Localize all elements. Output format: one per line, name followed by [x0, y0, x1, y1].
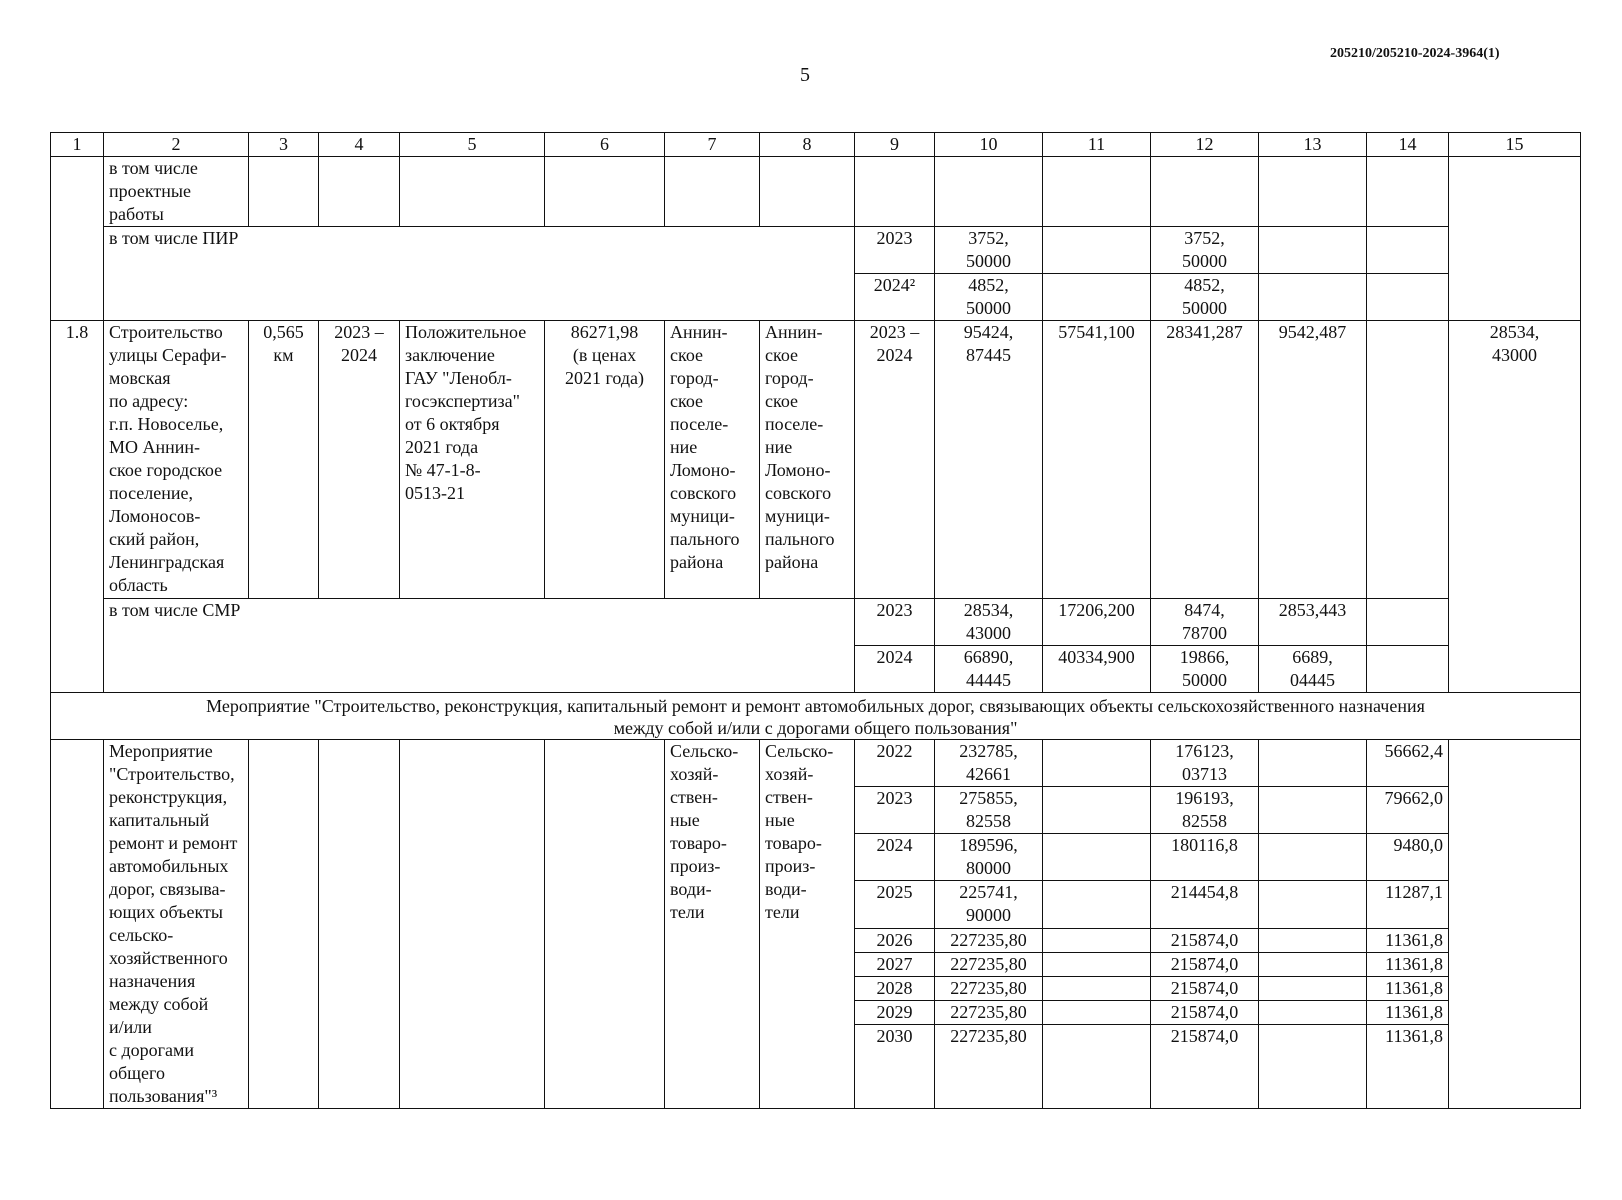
value-cell: 4852, 50000 — [935, 274, 1043, 321]
smr-label: в том числе СМР — [104, 599, 855, 693]
year-cell: 2028 — [855, 976, 935, 1000]
value-cell: 40334,900 — [1043, 646, 1151, 693]
empty-cell — [935, 157, 1043, 227]
table-row — [51, 157, 1581, 227]
value-cell: 95424, 87445 — [935, 321, 1043, 599]
measure-name: Мероприятие "Строительство, реконструкция, капитальный ремонт и ремонт автомобильных дорог, связыва- ющих объекты сельско- хозяйственного назначения между собой и/или с дорогами общего пользования"³ — [104, 740, 249, 1109]
empty-cell — [1259, 1024, 1367, 1108]
empty-cell — [1449, 740, 1581, 1109]
value-cell: 227235,80 — [935, 1000, 1043, 1024]
empty-cell — [760, 157, 855, 227]
empty-cell — [1259, 928, 1367, 952]
value-cell: 57541,100 — [1043, 321, 1151, 599]
column-number: 4 — [319, 133, 400, 157]
value-cell: 214454,8 — [1151, 881, 1259, 928]
value-cell: 9480,0 — [1367, 834, 1449, 881]
year-cell: 2024 — [855, 834, 935, 881]
empty-cell — [1367, 274, 1449, 321]
empty-cell — [665, 157, 760, 227]
column-number: 3 — [249, 133, 319, 157]
column-number: 15 — [1449, 133, 1581, 157]
empty-cell — [1367, 321, 1449, 599]
value-cell: 176123, 03713 — [1151, 740, 1259, 787]
section-row — [51, 693, 1581, 740]
empty-cell — [1259, 787, 1367, 834]
empty-cell — [1043, 274, 1151, 321]
value-cell: 227235,80 — [935, 928, 1043, 952]
column-number: 2 — [104, 133, 249, 157]
value-cell: 189596, 80000 — [935, 834, 1043, 881]
item-name: Строительство улицы Серафи- мовская по адресу: г.п. Новоселье, МО Аннин- ское городское поселение, Ломоносов- ский район, Ленинградская область — [104, 321, 249, 599]
page-number: 5 — [800, 64, 810, 86]
year-cell: 2023 — [855, 599, 935, 646]
value-cell: 227235,80 — [935, 952, 1043, 976]
empty-cell — [1259, 834, 1367, 881]
empty-cell — [1043, 928, 1151, 952]
empty-cell — [1043, 1024, 1151, 1108]
value-cell: 11287,1 — [1367, 881, 1449, 928]
empty-cell — [855, 157, 935, 227]
empty-cell — [1259, 881, 1367, 928]
value-cell: 227235,80 — [935, 976, 1043, 1000]
column-number-row — [51, 133, 1581, 157]
empty-cell — [1259, 157, 1367, 227]
value-cell: 11361,8 — [1367, 928, 1449, 952]
empty-cell — [1367, 599, 1449, 646]
empty-cell — [1259, 227, 1367, 274]
empty-cell — [545, 740, 665, 1109]
empty-cell — [1367, 157, 1449, 227]
value-cell: 275855, 82558 — [935, 787, 1043, 834]
table-row — [51, 227, 1581, 274]
column-number: 13 — [1259, 133, 1367, 157]
empty-cell — [1043, 787, 1151, 834]
item-conclusion: Положительное заключение ГАУ "Ленобл- госэкспертиза" от 6 октября 2021 года № 47-1-8- 0513-21 — [400, 321, 545, 599]
value-cell: 3752, 50000 — [935, 227, 1043, 274]
item-recipient: Аннин- ское город- ское поселе- ние Ломоно- совского муници- пального района — [760, 321, 855, 599]
item-customer: Аннин- ское город- ское поселе- ние Ломоно- совского муници- пального района — [665, 321, 760, 599]
document-id: 205210/205210-2024-3964(1) — [1330, 46, 1500, 61]
table-row — [51, 599, 1581, 646]
empty-cell — [319, 157, 400, 227]
empty-cell — [1259, 976, 1367, 1000]
item-length: 0,565 км — [249, 321, 319, 599]
column-number: 1 — [51, 133, 104, 157]
measure-customer: Сельско- хозяй- ствен- ные товаро- произ- води- тели — [665, 740, 760, 1109]
empty-cell — [1259, 274, 1367, 321]
column-number: 12 — [1151, 133, 1259, 157]
table-row — [51, 321, 1581, 599]
value-cell: 215874,0 — [1151, 1000, 1259, 1024]
empty-cell — [51, 740, 104, 1109]
column-number: 6 — [545, 133, 665, 157]
column-number: 11 — [1043, 133, 1151, 157]
value-cell: 215874,0 — [1151, 928, 1259, 952]
empty-cell — [1043, 157, 1151, 227]
empty-cell — [1043, 1000, 1151, 1024]
year-cell: 2023 — [855, 227, 935, 274]
column-number: 5 — [400, 133, 545, 157]
value-cell: 11361,8 — [1367, 952, 1449, 976]
value-cell: 6689, 04445 — [1259, 646, 1367, 693]
value-cell: 56662,4 — [1367, 740, 1449, 787]
empty-cell — [400, 740, 545, 1109]
value-cell: 4852, 50000 — [1151, 274, 1259, 321]
budget-table — [50, 132, 1581, 1109]
value-cell: 66890, 44445 — [935, 646, 1043, 693]
year-cell: 2024² — [855, 274, 935, 321]
empty-cell — [319, 740, 400, 1109]
table-row — [51, 740, 1581, 787]
empty-cell — [1043, 740, 1151, 787]
value-cell: 17206,200 — [1043, 599, 1151, 646]
value-cell: 215874,0 — [1151, 952, 1259, 976]
value-cell: 28534, 43000 — [935, 599, 1043, 646]
value-cell: 215874,0 — [1151, 1024, 1259, 1108]
item-period: 2023 – 2024 — [319, 321, 400, 599]
measure-recipient: Сельско- хозяй- ствен- ные товаро- произ- води- тели — [760, 740, 855, 1109]
value-cell: 28534, 43000 — [1449, 321, 1581, 693]
value-cell: 227235,80 — [935, 1024, 1043, 1108]
design-works-label: в том числе проектные работы — [104, 157, 249, 227]
year-cell: 2025 — [855, 881, 935, 928]
column-number: 7 — [665, 133, 760, 157]
year-cell: 2030 — [855, 1024, 935, 1108]
empty-cell — [249, 157, 319, 227]
value-cell: 2853,443 — [1259, 599, 1367, 646]
empty-cell — [1449, 157, 1581, 321]
empty-cell — [1367, 227, 1449, 274]
year-cell: 2029 — [855, 1000, 935, 1024]
empty-cell — [1043, 834, 1151, 881]
empty-cell — [545, 157, 665, 227]
value-cell: 215874,0 — [1151, 976, 1259, 1000]
value-cell: 180116,8 — [1151, 834, 1259, 881]
empty-cell — [1151, 157, 1259, 227]
value-cell: 9542,487 — [1259, 321, 1367, 599]
year-cell: 2022 — [855, 740, 935, 787]
value-cell: 3752, 50000 — [1151, 227, 1259, 274]
value-cell: 19866, 50000 — [1151, 646, 1259, 693]
year-cell: 2023 – 2024 — [855, 321, 935, 599]
year-cell: 2026 — [855, 928, 935, 952]
value-cell: 8474, 78700 — [1151, 599, 1259, 646]
column-number: 10 — [935, 133, 1043, 157]
column-number: 14 — [1367, 133, 1449, 157]
year-cell: 2027 — [855, 952, 935, 976]
value-cell: 232785, 42661 — [935, 740, 1043, 787]
value-cell: 225741, 90000 — [935, 881, 1043, 928]
item-number: 1.8 — [51, 321, 104, 693]
empty-cell — [400, 157, 545, 227]
column-number: 9 — [855, 133, 935, 157]
pir-label: в том числе ПИР — [104, 227, 855, 321]
value-cell: 11361,8 — [1367, 1024, 1449, 1108]
empty-cell — [1259, 1000, 1367, 1024]
empty-cell — [51, 157, 104, 321]
empty-cell — [1043, 952, 1151, 976]
empty-cell — [1043, 227, 1151, 274]
value-cell: 11361,8 — [1367, 976, 1449, 1000]
empty-cell — [1043, 976, 1151, 1000]
value-cell: 196193, 82558 — [1151, 787, 1259, 834]
empty-cell — [1043, 881, 1151, 928]
item-cost: 86271,98 (в ценах 2021 года) — [545, 321, 665, 599]
value-cell: 79662,0 — [1367, 787, 1449, 834]
year-cell: 2024 — [855, 646, 935, 693]
column-number: 8 — [760, 133, 855, 157]
value-cell: 28341,287 — [1151, 321, 1259, 599]
value-cell: 11361,8 — [1367, 1000, 1449, 1024]
empty-cell — [1367, 646, 1449, 693]
section-title: Мероприятие "Строительство, реконструкция, капитальный ремонт и ремонт автомобильных дорог, связывающих объекты сельскохозяйственного назначения между собой и/или с дорогами общего пользования" — [51, 693, 1581, 740]
empty-cell — [249, 740, 319, 1109]
empty-cell — [1259, 952, 1367, 976]
year-cell: 2023 — [855, 787, 935, 834]
empty-cell — [1259, 740, 1367, 787]
